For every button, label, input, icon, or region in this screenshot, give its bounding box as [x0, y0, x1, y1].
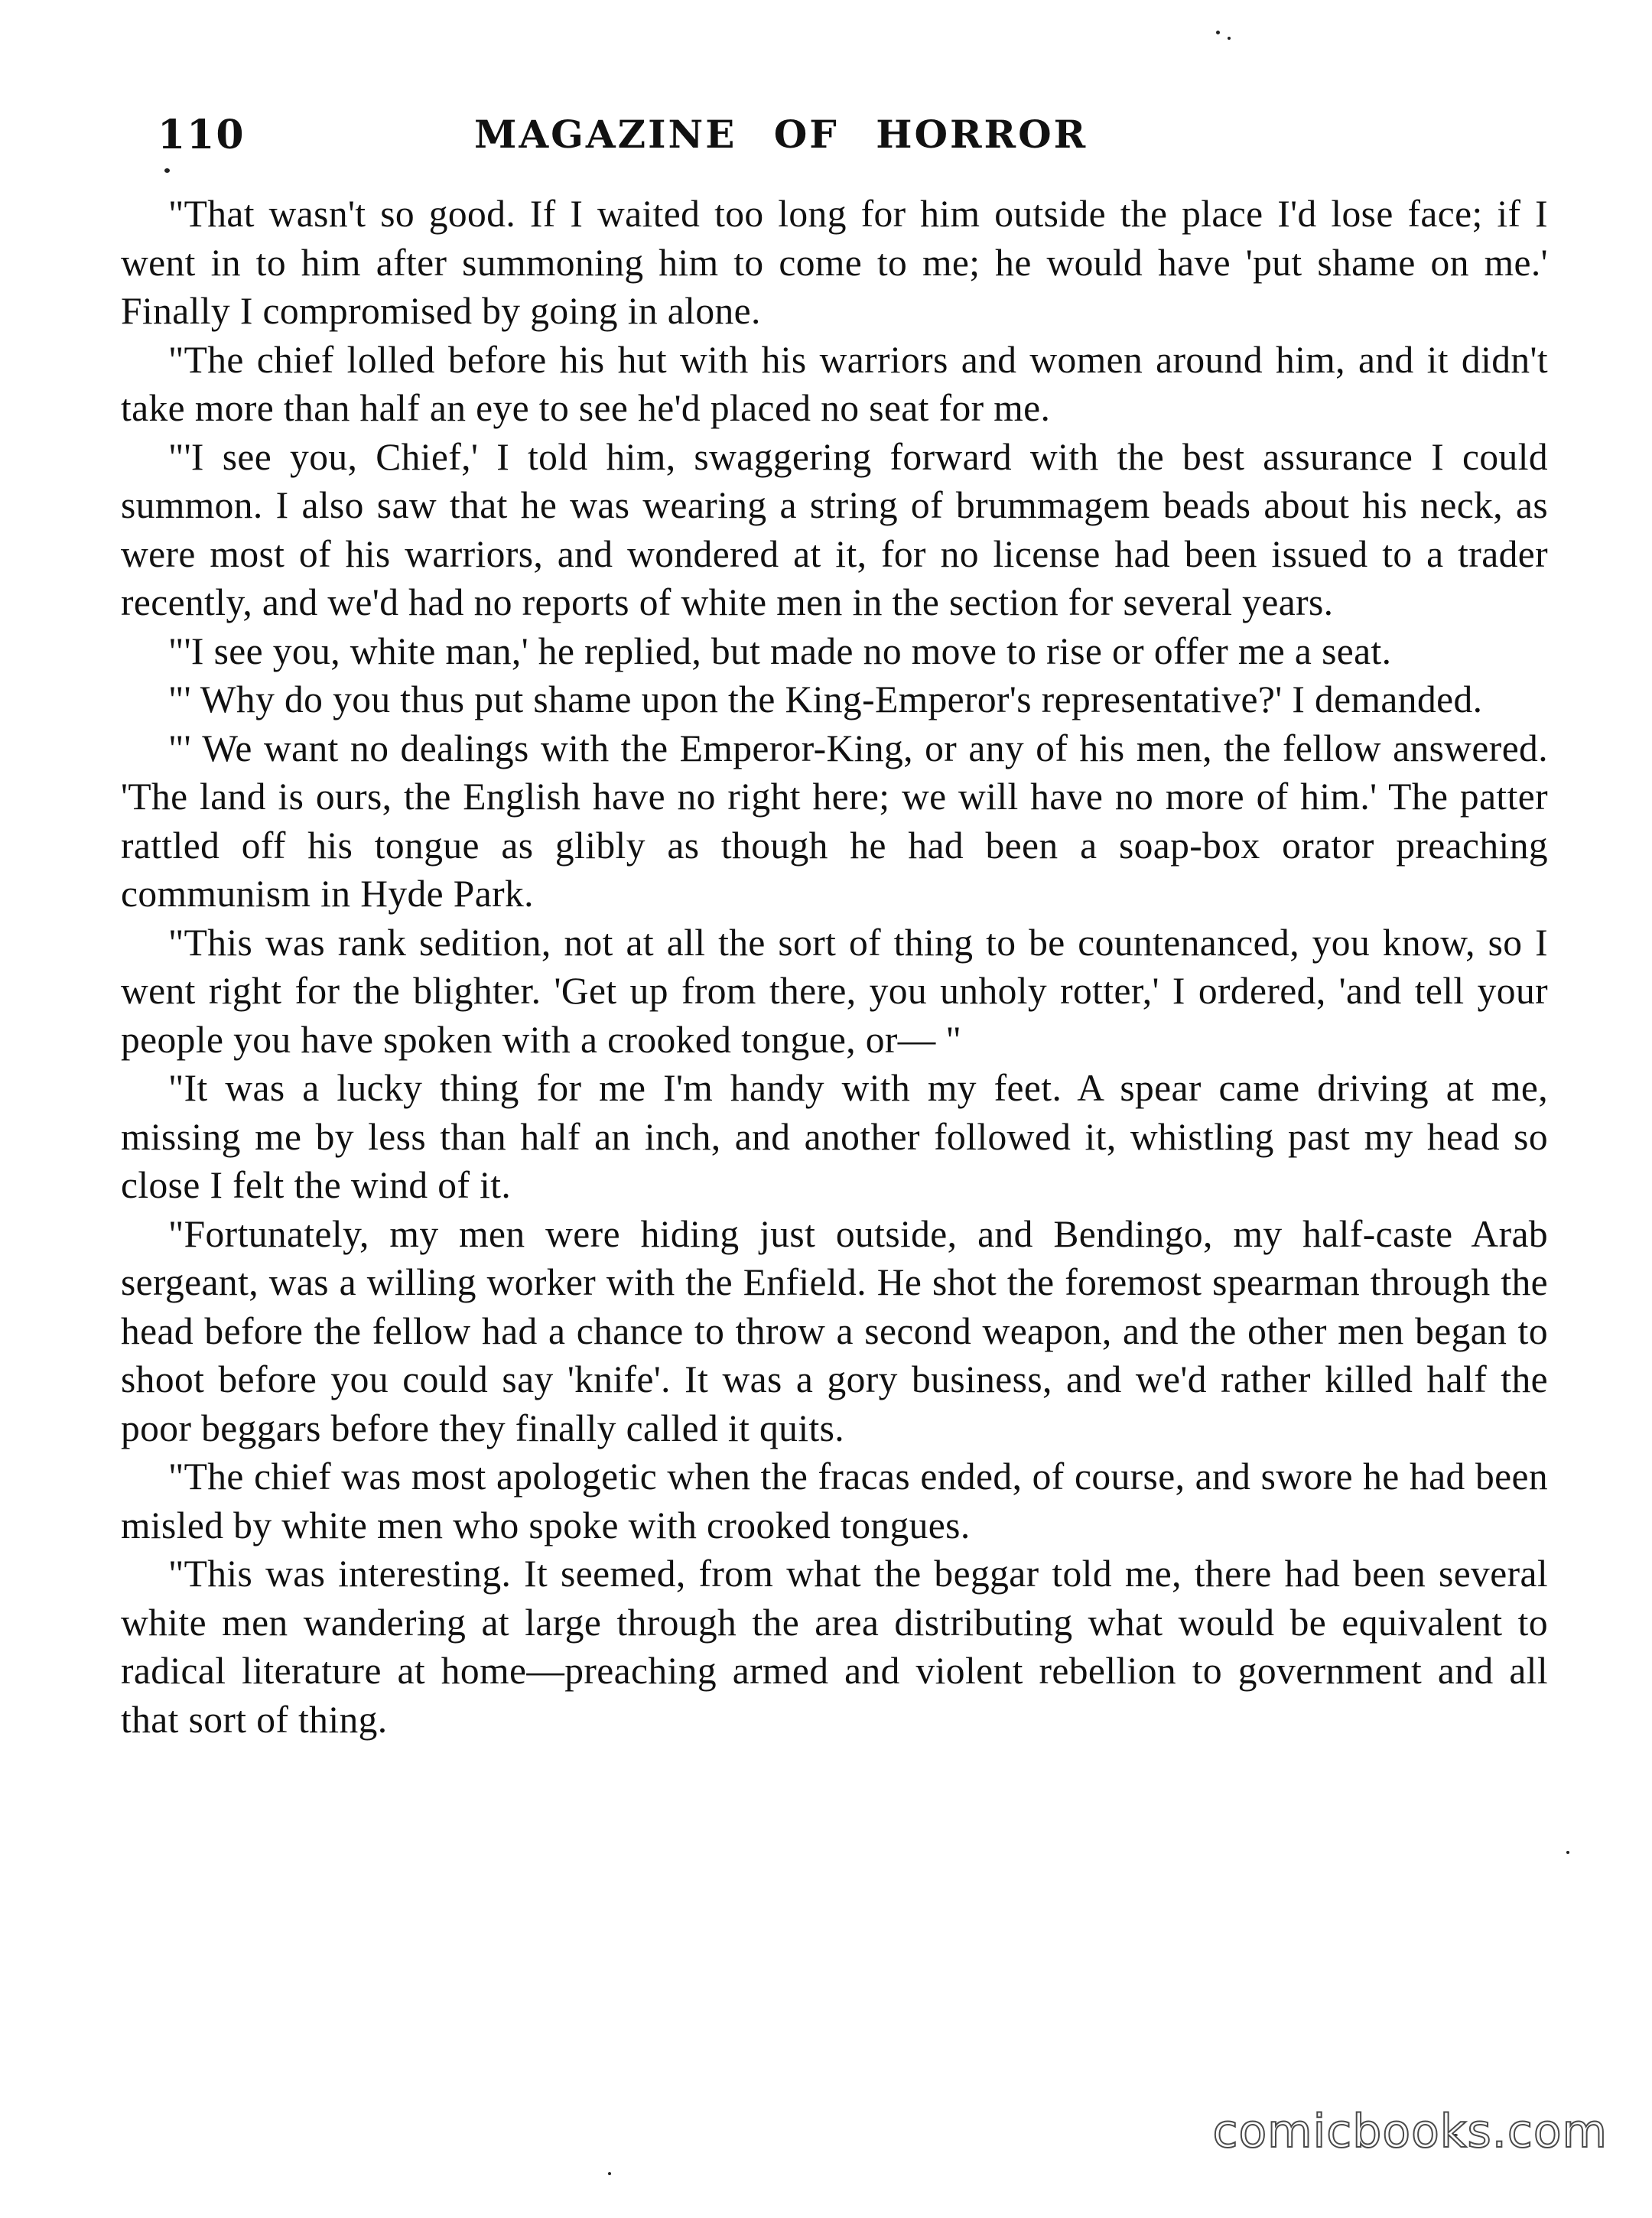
- page-number: 110: [158, 112, 246, 158]
- story-text: [121, 190, 1548, 1744]
- paragraph: "This was rank sedition, not at all the sort of thing to be countenanced, you know, so I went right for the blighter. 'Get up from there, you unholy rotter,' I ordered, 'and tell your people you have spoken with a crooked tongue, or— ": [121, 921, 1548, 1061]
- page-header: [158, 112, 1550, 173]
- paragraph: "Fortunately, my men were hiding just outside, and Bendingo, my half-caste Arab sergeant, was a willing worker with the Enfield. He shot the foremost spearman through the head before the fellow had a chance to throw a second weapon, and the other men began to shoot before you could say 'knife'. It was a gory business, and we'd rather killed half the poor beggars before they finally called it quits.: [121, 1212, 1548, 1449]
- paragraph: "'I see you, white man,' he replied, but made no move to rise or offer me a seat.: [168, 629, 1392, 672]
- paragraph: "The chief was most apologetic when the fracas ended, of course, and swore he had been misled by white men who spoke with crooked tongues.: [121, 1455, 1548, 1546]
- paragraph: "It was a lucky thing for me I'm handy with my feet. A spear came driving at me, missing me by less than half an inch, and another followed it, whistling past my head so close I felt the wind of it.: [121, 1067, 1548, 1206]
- watermark-logo: comicbooks.com: [1212, 2105, 1608, 2158]
- paragraph: "That wasn't so good. If I waited too long for him outside the place I'd lose face; if I went in to him after summoning him to come to me; he would have 'put shame on me.' Finally I compromised by going in alone.: [121, 193, 1548, 332]
- paragraph: "This was interesting. It seemed, from what the beggar told me, there had been several white men wandering at large through the area distributing what would be equivalent to radical literature at home—preaching armed and violent rebellion to government and all that sort of thing.: [121, 1553, 1548, 1741]
- scan-speck: [608, 2172, 611, 2175]
- paragraph: "'I see you, Chief,' I told him, swaggering forward with the best assurance I could summon. I also saw that he was wearing a string of brummagem beads about his neck, as were most of his warriors, and wondered at it, for no license had been issued to a trader recently, and we'd had no reports of white men in the section for several years.: [121, 435, 1548, 623]
- running-head: MAGAZINE OF HORROR: [474, 112, 1088, 157]
- scan-speck: [1228, 37, 1231, 40]
- paragraph: "' Why do you thus put shame upon the King-Emperor's representative?' I demanded.: [168, 678, 1483, 720]
- paragraph: "' We want no dealings with the Emperor-King, or any of his men, the fellow answered. 'The land is ours, the English have no right here; we will have no more of him.' The patter rattled off his tongue as glibly as though he had been a soap-box orator preaching communism in Hyde Park.: [121, 727, 1548, 915]
- scan-speck: [1566, 1851, 1569, 1854]
- scan-speck: [164, 168, 170, 173]
- paragraph: "The chief lolled before his hut with his warriors and women around him, and it didn't take more than half an eye to see he'd placed no seat for me.: [121, 338, 1548, 429]
- scan-speck: [1216, 31, 1220, 34]
